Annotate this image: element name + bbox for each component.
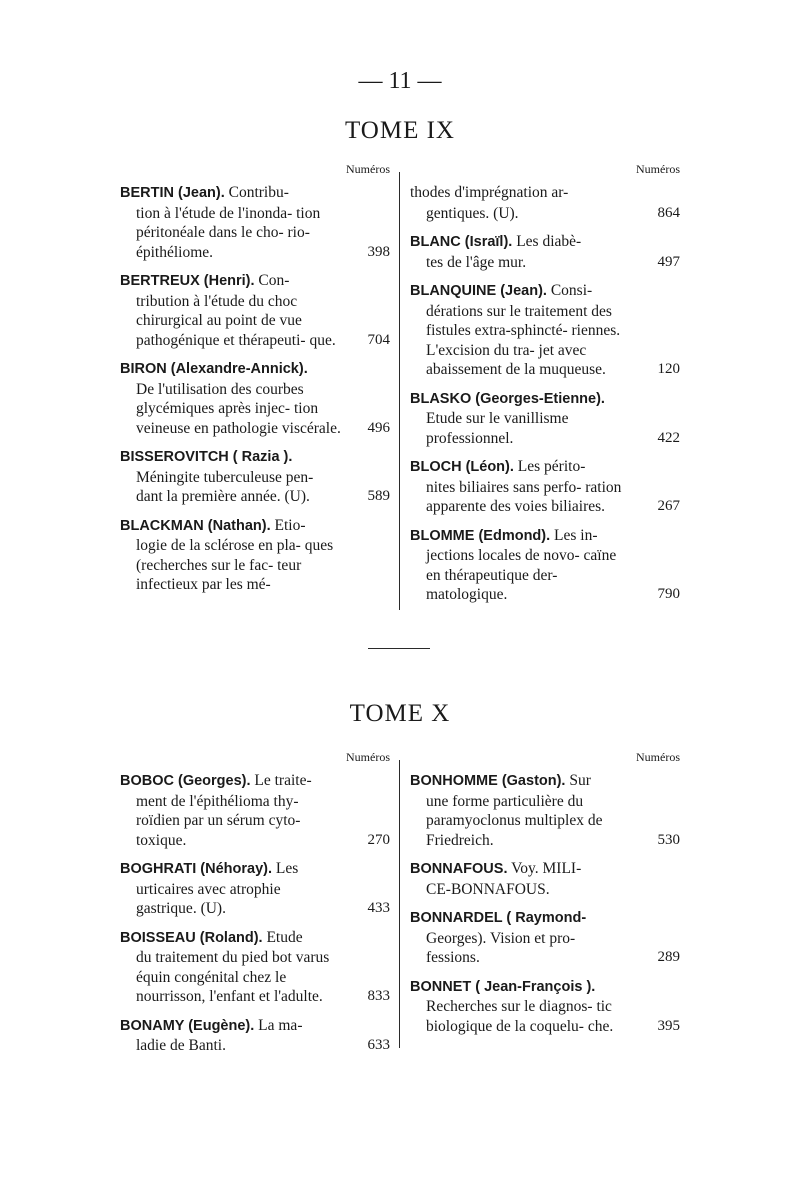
entry-title-continuation: Georges). Vision et pro- fessions. bbox=[426, 929, 576, 966]
entry-title-continuation: CE-BONNAFOUS. bbox=[426, 880, 550, 898]
author-name: BISSEROVITCH ( Razia ). bbox=[120, 449, 293, 465]
thesis-number: 496 bbox=[367, 419, 390, 436]
tome-x-right-column bbox=[410, 750, 680, 1045]
index-entry bbox=[120, 771, 390, 850]
column-header: Numéros bbox=[346, 750, 390, 764]
entry-title-continuation: tes de l'âge mur. bbox=[426, 253, 527, 271]
author-name: BIRON (Alexandre-Annick). bbox=[120, 361, 308, 377]
thesis-number: 633 bbox=[367, 1037, 390, 1053]
entry-title-start: Contribu- bbox=[224, 184, 289, 201]
entry-title-continuation: du traitement du pied bot varus équin congénital chez le nourrisson, l'enfant et l'adulte. bbox=[136, 949, 330, 1005]
entry-title-start: Con- bbox=[254, 272, 290, 289]
thesis-number: 497 bbox=[657, 253, 680, 270]
entry-title-start: thodes d'imprégnation ar- bbox=[410, 184, 569, 201]
author-name: BONNAFOUS. bbox=[410, 861, 508, 877]
section-title-tome-ix: TOME IX bbox=[344, 117, 455, 144]
column-divider bbox=[399, 172, 400, 610]
thesis-number: 864 bbox=[657, 204, 680, 221]
entry-title-continuation: dérations sur le traitement des fistules extra-sphincté- riennes. L'excision du tra- jet avec abaissement de la muqueuse. bbox=[426, 302, 621, 378]
entry-title-start: Sur bbox=[565, 772, 591, 789]
thesis-number: 833 bbox=[367, 988, 390, 1004]
index-entry bbox=[120, 928, 390, 1007]
thesis-number: 289 bbox=[657, 949, 680, 965]
thesis-number: 120 bbox=[657, 361, 680, 377]
index-entry bbox=[410, 908, 680, 968]
tome-ix-right-column bbox=[410, 162, 680, 614]
index-entry bbox=[120, 359, 390, 438]
entry-title-start: La ma- bbox=[254, 1016, 303, 1034]
author-name: BLANQUINE (Jean). bbox=[410, 283, 547, 299]
section-separator bbox=[368, 648, 430, 649]
author-name: BERTREUX (Henri). bbox=[120, 273, 255, 289]
entry-title-continuation: tribution à l'étude du choc chirurgical au point de vue pathogénique et thérapeuti- que. bbox=[136, 292, 336, 349]
entry-title-continuation: une forme particulière du paramyoclonus multiplex de Friedreich. bbox=[426, 792, 603, 849]
index-entry bbox=[120, 183, 390, 262]
page-number: — 11 — bbox=[358, 68, 442, 94]
index-entry bbox=[410, 232, 680, 272]
index-entry bbox=[410, 389, 680, 449]
entry-title-continuation: tion à l'étude de l'inonda- tion péritonéale dans le cho- rio-épithéliome. bbox=[136, 204, 321, 261]
index-entry bbox=[120, 447, 390, 507]
author-name: BLACKMAN (Nathan). bbox=[120, 517, 271, 534]
thesis-number: 270 bbox=[367, 831, 390, 848]
thesis-number: 589 bbox=[367, 488, 390, 504]
entry-title-start: Voy. MILI- bbox=[507, 860, 582, 877]
author-name: BOISSEAU (Roland). bbox=[120, 929, 263, 946]
author-name: BONAMY (Eugène). bbox=[120, 1017, 255, 1034]
author-name: BONHOMME (Gaston). bbox=[410, 773, 566, 789]
index-entry bbox=[120, 516, 390, 595]
thesis-number: 790 bbox=[657, 586, 680, 602]
thesis-number: 267 bbox=[657, 498, 680, 514]
thesis-number: 433 bbox=[367, 900, 390, 916]
index-entry bbox=[120, 271, 390, 350]
index-entry bbox=[410, 183, 680, 223]
tome-ix-left-column bbox=[120, 162, 390, 604]
index-entry bbox=[410, 526, 680, 605]
author-name: BONNARDEL ( Raymond- bbox=[410, 910, 587, 926]
thesis-number: 530 bbox=[657, 831, 680, 848]
thesis-number: 395 bbox=[657, 1017, 680, 1034]
tome-x-left-column bbox=[120, 750, 390, 1065]
entry-title-start: Les diabè- bbox=[512, 233, 582, 250]
entry-title-continuation: De l'utilisation des courbes glycémiques après injec- tion veineuse en pathologie viscérale. bbox=[136, 380, 341, 437]
author-name: BERTIN (Jean). bbox=[120, 185, 225, 201]
column-divider bbox=[399, 760, 400, 1048]
index-entry bbox=[410, 771, 680, 850]
entry-title-continuation: jections locales de novo- caïne en thérapeutique der- matologique. bbox=[426, 547, 617, 603]
author-name: BLASKO (Georges-Etienne). bbox=[410, 390, 605, 407]
entry-title-start: Les in- bbox=[550, 526, 598, 544]
entry-title-start: Etude bbox=[262, 928, 303, 946]
entry-title-continuation: Etude sur le vanillisme professionnel. bbox=[426, 410, 569, 447]
thesis-number: 398 bbox=[367, 243, 390, 260]
thesis-number: 422 bbox=[657, 429, 680, 446]
entry-title-continuation: logie de la sclérose en pla- ques (recherches sur le fac- teur infectieux par les mé- bbox=[136, 537, 334, 593]
author-name: BLANC (Israïl). bbox=[410, 234, 513, 250]
entry-title-start: Etio- bbox=[270, 516, 306, 534]
entry-title-continuation: nites biliaires sans perfo- ration apparente des voies biliaires. bbox=[426, 478, 622, 515]
entry-title-start: Consi- bbox=[546, 282, 593, 299]
entry-title-start: Les bbox=[272, 860, 299, 877]
author-name: BOBOC (Georges). bbox=[120, 773, 251, 789]
author-name: BONNET ( Jean-François ). bbox=[410, 978, 596, 995]
author-name: BLOCH (Léon). bbox=[410, 459, 514, 475]
index-entry bbox=[120, 859, 390, 919]
index-entry bbox=[120, 1016, 390, 1056]
index-entry bbox=[410, 457, 680, 517]
column-header: Numéros bbox=[346, 162, 390, 176]
index-entry bbox=[410, 859, 680, 899]
entry-title-continuation: gentiques. (U). bbox=[426, 204, 519, 222]
column-header: Numéros bbox=[636, 750, 680, 764]
entry-title-continuation: ladie de Banti. bbox=[136, 1037, 226, 1054]
entry-title-start: Les périto- bbox=[513, 458, 586, 475]
author-name: BLOMME (Edmond). bbox=[410, 527, 551, 544]
entry-title-continuation: urticaires avec atrophie gastrique. (U). bbox=[136, 880, 281, 917]
entry-title-continuation: ment de l'épithélioma thy- roïdien par un sérum cyto- toxique. bbox=[136, 792, 301, 849]
section-title-tome-x: TOME X bbox=[349, 700, 451, 727]
index-entry bbox=[410, 977, 680, 1037]
author-name: BOGHRATI (Néhoray). bbox=[120, 861, 272, 877]
entry-title-continuation: Recherches sur le diagnos- tic biologique de la coquelu- che. bbox=[426, 998, 614, 1035]
index-entry bbox=[410, 281, 680, 380]
thesis-number: 704 bbox=[367, 331, 390, 348]
entry-title-start: Le traite- bbox=[250, 772, 312, 789]
entry-title-continuation: Méningite tuberculeuse pen- dant la première année. (U). bbox=[136, 468, 314, 505]
column-header: Numéros bbox=[636, 162, 680, 176]
